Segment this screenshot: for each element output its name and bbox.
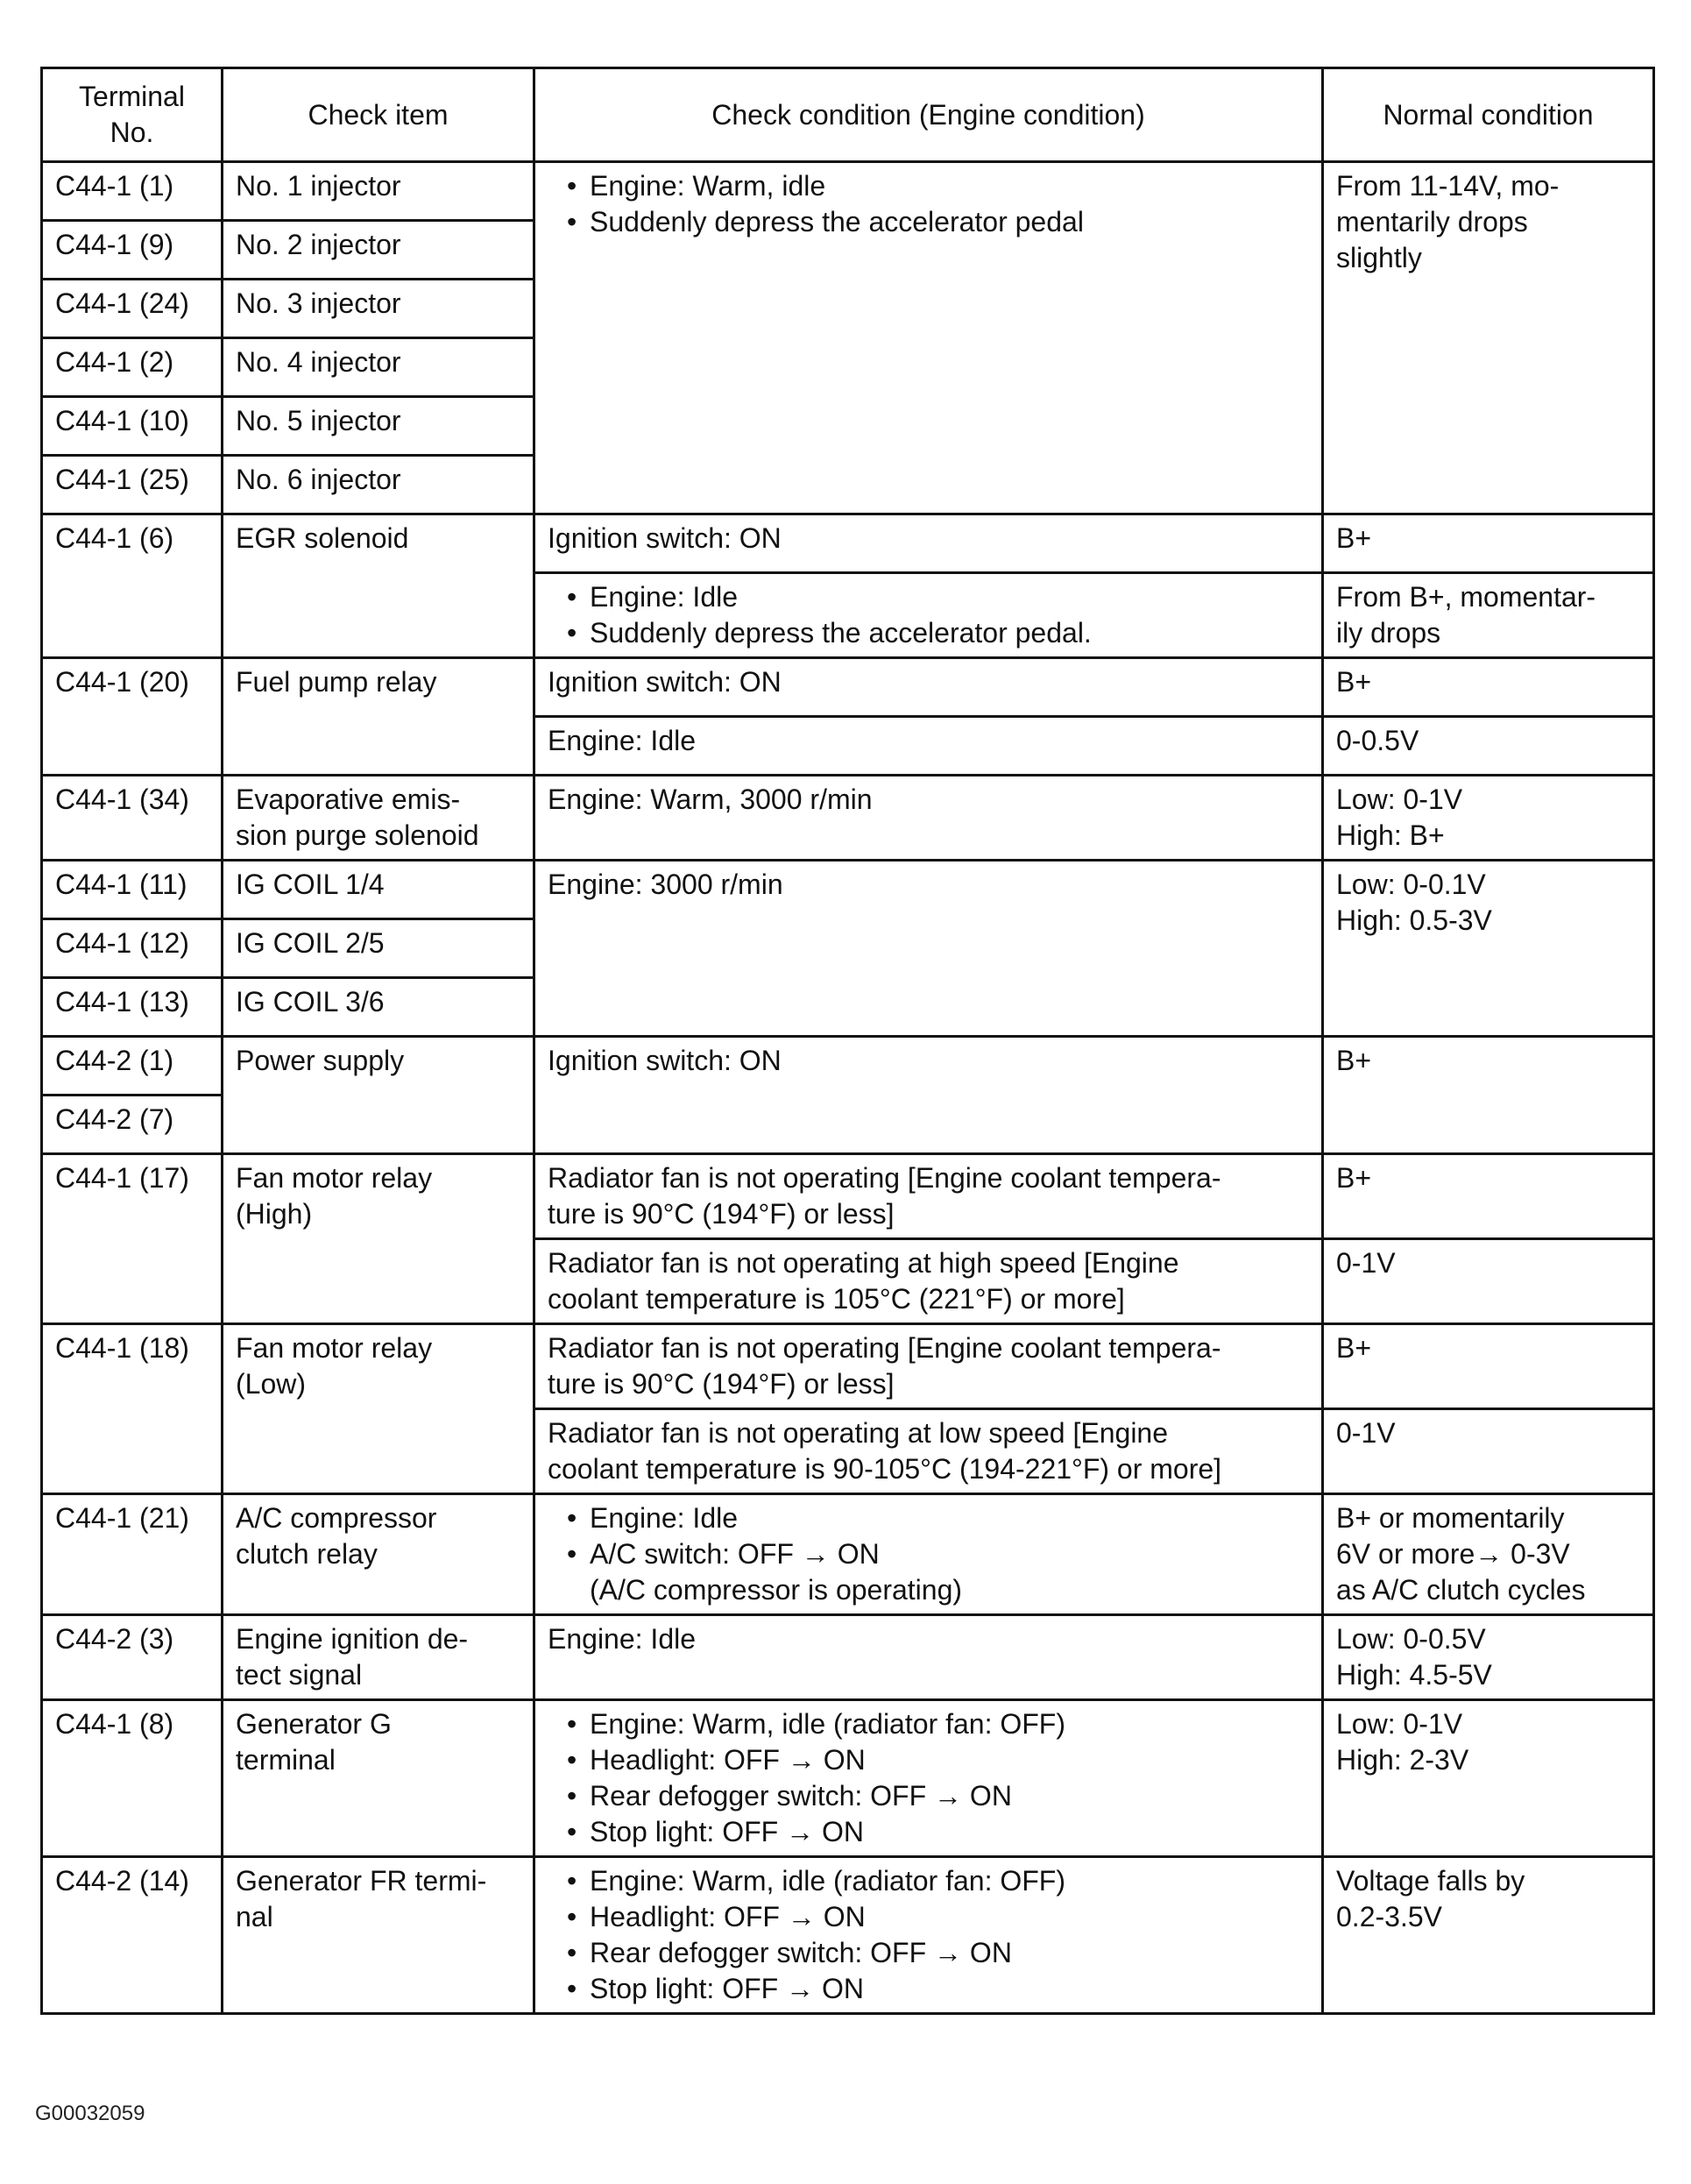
condition-list bbox=[548, 168, 1311, 240]
check-condition-cell bbox=[534, 1700, 1323, 1857]
normal-line: ily drops bbox=[1336, 617, 1441, 649]
condition-line: ture is 90°C (194°F) or less] bbox=[548, 1368, 895, 1400]
header-terminal-line-2: No. bbox=[110, 117, 154, 148]
normal-line: From 11-14V, mo- bbox=[1336, 170, 1560, 202]
terminal-cell: C44-2 (3) bbox=[42, 1615, 223, 1700]
normal-line: as A/C clutch cycles bbox=[1336, 1574, 1586, 1606]
normal-line: B+ or momentarily bbox=[1336, 1502, 1565, 1534]
check-item-line: (Low) bbox=[236, 1368, 307, 1400]
check-condition-cell bbox=[534, 1154, 1323, 1239]
condition-item: • Engine: Warm, idle (radiator fan: OFF) bbox=[567, 1706, 1311, 1742]
normal-condition-cell bbox=[1323, 658, 1654, 717]
terminal-cell: C44-1 (8) bbox=[42, 1700, 223, 1857]
check-item-cell bbox=[223, 456, 534, 514]
terminal-cell: C44-1 (10) bbox=[42, 397, 223, 456]
check-condition-cell bbox=[534, 162, 1323, 514]
check-item-line: IG COIL 3/6 bbox=[236, 986, 385, 1018]
condition-line: coolant temperature is 90-105°C (194-221°F) or more] bbox=[548, 1453, 1222, 1485]
check-item-cell bbox=[223, 162, 534, 221]
condition-item: • A/C switch: OFF → ON bbox=[567, 1536, 1311, 1572]
check-item-cell bbox=[223, 338, 534, 397]
condition-list bbox=[548, 1500, 1311, 1572]
terminal-cell: C44-1 (2) bbox=[42, 338, 223, 397]
table-row bbox=[42, 1324, 1654, 1409]
normal-line: 6V or more→ 0-3V bbox=[1336, 1538, 1570, 1570]
check-condition-cell bbox=[534, 1857, 1323, 2014]
check-item-cell bbox=[223, 919, 534, 978]
condition-line: Radiator fan is not operating at low speed [Engine bbox=[548, 1417, 1169, 1449]
check-item-line: EGR solenoid bbox=[236, 522, 409, 554]
table-row bbox=[42, 658, 1654, 717]
normal-line: 0-1V bbox=[1336, 1247, 1396, 1279]
check-item-line: Generator FR termi- bbox=[236, 1865, 487, 1897]
normal-condition-cell bbox=[1323, 1494, 1654, 1615]
check-condition-cell bbox=[534, 776, 1323, 861]
normal-condition-cell bbox=[1323, 514, 1654, 573]
check-item-line: No. 2 injector bbox=[236, 229, 401, 260]
terminal-cell: C44-1 (1) bbox=[42, 162, 223, 221]
check-item-line: Fan motor relay bbox=[236, 1162, 433, 1194]
normal-line: Low: 0-0.5V bbox=[1336, 1623, 1486, 1655]
normal-condition-cell bbox=[1323, 1239, 1654, 1324]
condition-list bbox=[548, 1706, 1311, 1850]
normal-line: 0-1V bbox=[1336, 1417, 1396, 1449]
condition-item: • Stop light: OFF → ON bbox=[567, 1971, 1311, 2007]
terminal-cell: C44-1 (9) bbox=[42, 221, 223, 280]
normal-condition-cell bbox=[1323, 1857, 1654, 2014]
table-row bbox=[42, 1494, 1654, 1615]
condition-line: Ignition switch: ON bbox=[548, 1045, 782, 1076]
check-item-line: sion purge solenoid bbox=[236, 819, 479, 851]
condition-list bbox=[548, 1863, 1311, 2007]
terminal-cell: C44-1 (20) bbox=[42, 658, 223, 776]
condition-item: • Stop light: OFF → ON bbox=[567, 1814, 1311, 1850]
normal-line: High: B+ bbox=[1336, 819, 1445, 851]
normal-line: Voltage falls by bbox=[1336, 1865, 1525, 1897]
normal-line: From B+, momentar- bbox=[1336, 581, 1596, 613]
table-row bbox=[42, 514, 1654, 573]
normal-line: B+ bbox=[1336, 1332, 1372, 1364]
check-item-line: Evaporative emis- bbox=[236, 784, 461, 815]
normal-line: High: 4.5-5V bbox=[1336, 1659, 1492, 1691]
condition-line: Engine: Warm, 3000 r/min bbox=[548, 784, 873, 815]
figure-id: G00032059 bbox=[35, 2102, 145, 2125]
condition-line: coolant temperature is 105°C (221°F) or more] bbox=[548, 1283, 1125, 1315]
normal-condition-cell bbox=[1323, 162, 1654, 514]
terminal-cell: C44-1 (24) bbox=[42, 280, 223, 338]
check-condition-cell bbox=[534, 1239, 1323, 1324]
condition-line: Ignition switch: ON bbox=[548, 522, 782, 554]
normal-line: B+ bbox=[1336, 666, 1372, 698]
condition-item: • Suddenly depress the accelerator pedal bbox=[567, 204, 1311, 240]
check-condition-cell bbox=[534, 573, 1323, 658]
condition-item: • Engine: Warm, idle bbox=[567, 168, 1311, 204]
terminal-cell: C44-2 (14) bbox=[42, 1857, 223, 2014]
normal-line: slightly bbox=[1336, 242, 1422, 273]
normal-line: High: 2-3V bbox=[1336, 1744, 1469, 1776]
check-item-line: Power supply bbox=[236, 1045, 405, 1076]
check-condition-cell bbox=[534, 861, 1323, 1037]
condition-line: Radiator fan is not operating [Engine coolant tempera- bbox=[548, 1162, 1221, 1194]
check-item-line: clutch relay bbox=[236, 1538, 378, 1570]
check-condition-cell bbox=[534, 658, 1323, 717]
condition-line: ture is 90°C (194°F) or less] bbox=[548, 1198, 895, 1230]
normal-line: High: 0.5-3V bbox=[1336, 904, 1492, 936]
terminal-check-table bbox=[40, 67, 1655, 2015]
terminal-cell: C44-1 (11) bbox=[42, 861, 223, 919]
terminal-cell: C44-2 (7) bbox=[42, 1096, 223, 1154]
header-check-condition: Check condition (Engine condition) bbox=[534, 68, 1323, 162]
normal-line: Low: 0-0.1V bbox=[1336, 869, 1486, 900]
condition-item: • Rear defogger switch: OFF → ON bbox=[567, 1778, 1311, 1814]
condition-line: Engine: Idle bbox=[548, 1623, 697, 1655]
normal-line: Low: 0-1V bbox=[1336, 1708, 1463, 1740]
check-item-cell bbox=[223, 221, 534, 280]
condition-line: (A/C compressor is operating) bbox=[590, 1574, 963, 1606]
normal-line: B+ bbox=[1336, 1162, 1372, 1194]
table-row bbox=[42, 1700, 1654, 1857]
check-condition-cell bbox=[534, 1409, 1323, 1494]
table-row bbox=[42, 1154, 1654, 1239]
check-item-line: IG COIL 2/5 bbox=[236, 927, 385, 959]
condition-item: • Headlight: OFF → ON bbox=[567, 1899, 1311, 1935]
terminal-cell: C44-1 (6) bbox=[42, 514, 223, 658]
normal-condition-cell bbox=[1323, 1615, 1654, 1700]
check-item-cell bbox=[223, 1494, 534, 1615]
normal-condition-cell bbox=[1323, 573, 1654, 658]
check-condition-cell bbox=[534, 1324, 1323, 1409]
check-item-line: Fuel pump relay bbox=[236, 666, 437, 698]
terminal-cell: C44-1 (34) bbox=[42, 776, 223, 861]
normal-condition-cell bbox=[1323, 861, 1654, 1037]
condition-item: • Suddenly depress the accelerator pedal. bbox=[567, 615, 1311, 651]
table-row bbox=[42, 1857, 1654, 2014]
normal-line: 0-0.5V bbox=[1336, 725, 1419, 756]
check-item-cell bbox=[223, 978, 534, 1037]
table-row bbox=[42, 1615, 1654, 1700]
check-item-line: No. 6 injector bbox=[236, 464, 401, 495]
header-row bbox=[42, 68, 1654, 162]
condition-line: Radiator fan is not operating at high speed [Engine bbox=[548, 1247, 1179, 1279]
check-condition-cell bbox=[534, 1494, 1323, 1615]
check-item-cell bbox=[223, 1615, 534, 1700]
check-item-cell bbox=[223, 1324, 534, 1494]
table-row bbox=[42, 861, 1654, 919]
check-item-line: (High) bbox=[236, 1198, 313, 1230]
terminal-cell: C44-1 (17) bbox=[42, 1154, 223, 1324]
terminal-cell: C44-1 (21) bbox=[42, 1494, 223, 1615]
condition-item: • Engine: Idle bbox=[567, 1500, 1311, 1536]
condition-item: • Engine: Warm, idle (radiator fan: OFF) bbox=[567, 1863, 1311, 1899]
terminal-cell: C44-1 (12) bbox=[42, 919, 223, 978]
condition-item: • Headlight: OFF → ON bbox=[567, 1742, 1311, 1778]
check-item-line: A/C compressor bbox=[236, 1502, 437, 1534]
check-item-cell bbox=[223, 861, 534, 919]
check-item-cell bbox=[223, 1154, 534, 1324]
terminal-cell: C44-2 (1) bbox=[42, 1037, 223, 1096]
terminal-cell: C44-1 (13) bbox=[42, 978, 223, 1037]
normal-line: Low: 0-1V bbox=[1336, 784, 1463, 815]
terminal-cell: C44-1 (18) bbox=[42, 1324, 223, 1494]
check-item-line: No. 4 injector bbox=[236, 346, 401, 378]
header-terminal-no bbox=[42, 68, 223, 162]
check-item-line: tect signal bbox=[236, 1659, 363, 1691]
normal-line: B+ bbox=[1336, 1045, 1372, 1076]
check-item-line: No. 5 injector bbox=[236, 405, 401, 436]
check-item-line: Engine ignition de- bbox=[236, 1623, 469, 1655]
check-item-line: terminal bbox=[236, 1744, 336, 1776]
condition-line: Ignition switch: ON bbox=[548, 666, 782, 698]
condition-item: • Engine: Idle bbox=[567, 579, 1311, 615]
header-terminal-line-1: Terminal bbox=[79, 81, 185, 112]
check-item-line: Fan motor relay bbox=[236, 1332, 433, 1364]
check-item-line: No. 3 injector bbox=[236, 287, 401, 319]
normal-condition-cell bbox=[1323, 1409, 1654, 1494]
check-item-cell bbox=[223, 658, 534, 776]
check-item-cell bbox=[223, 1857, 534, 2014]
check-item-cell bbox=[223, 514, 534, 658]
condition-line: Engine: 3000 r/min bbox=[548, 869, 783, 900]
header-check-item: Check item bbox=[223, 68, 534, 162]
normal-condition-cell bbox=[1323, 1154, 1654, 1239]
check-item-cell bbox=[223, 280, 534, 338]
check-condition-cell bbox=[534, 1615, 1323, 1700]
check-item-line: No. 1 injector bbox=[236, 170, 401, 202]
normal-condition-cell bbox=[1323, 717, 1654, 776]
condition-line: Engine: Idle bbox=[548, 725, 697, 756]
table-row bbox=[42, 1037, 1654, 1096]
check-condition-cell bbox=[534, 514, 1323, 573]
terminal-cell: C44-1 (25) bbox=[42, 456, 223, 514]
check-item-line: nal bbox=[236, 1901, 273, 1932]
check-item-line: IG COIL 1/4 bbox=[236, 869, 385, 900]
condition-item: • Rear defogger switch: OFF → ON bbox=[567, 1935, 1311, 1971]
normal-condition-cell bbox=[1323, 1324, 1654, 1409]
check-item-cell bbox=[223, 1037, 534, 1154]
normal-condition-cell bbox=[1323, 1700, 1654, 1857]
check-condition-cell bbox=[534, 717, 1323, 776]
table-row bbox=[42, 776, 1654, 861]
condition-line: Radiator fan is not operating [Engine coolant tempera- bbox=[548, 1332, 1221, 1364]
table-row bbox=[42, 162, 1654, 221]
check-item-line: Generator G bbox=[236, 1708, 392, 1740]
condition-list bbox=[548, 579, 1311, 651]
normal-condition-cell bbox=[1323, 1037, 1654, 1154]
header-normal-condition: Normal condition bbox=[1323, 68, 1654, 162]
check-item-cell bbox=[223, 1700, 534, 1857]
normal-condition-cell bbox=[1323, 776, 1654, 861]
normal-line: 0.2-3.5V bbox=[1336, 1901, 1442, 1932]
normal-line: mentarily drops bbox=[1336, 206, 1528, 238]
normal-line: B+ bbox=[1336, 522, 1372, 554]
check-condition-cell bbox=[534, 1037, 1323, 1154]
check-item-cell bbox=[223, 397, 534, 456]
check-item-cell bbox=[223, 776, 534, 861]
